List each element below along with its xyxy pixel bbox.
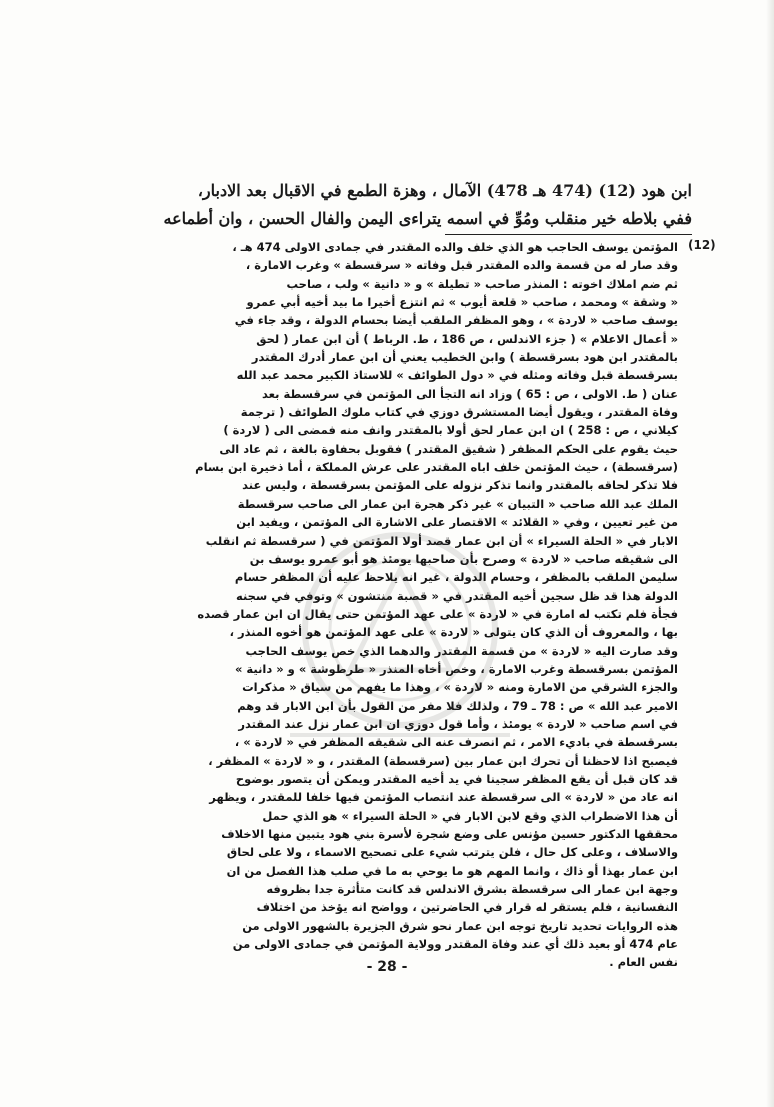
footnote-line: كيلاني ، ص : 258 ) ان ابن عمار لحق أولا بالمقتدر وانف منه فمضى الى ( لاردة ) bbox=[223, 423, 678, 438]
page-number: - 28 - bbox=[366, 959, 408, 975]
footnote-line: فيصبح اذا لاحظنا أن تحرك ابن عمار بين (سرقسطة) المقتدر ، و « لاردة » المظفر ، bbox=[208, 753, 678, 768]
footnote-line: وقد صار له من قسمة والده المقتدر قبل وفاته « سرقسطة » وغرب الامارة ، bbox=[245, 258, 678, 273]
footnote-line: ابن عمار بهذا أو ذاك ، وانما المهم هو ما يوحي به ما في صلب هذا الفصل من ان bbox=[226, 863, 678, 878]
scan-edge bbox=[766, 0, 774, 1107]
body-text bbox=[92, 177, 692, 233]
footnote-line: بالمقتدر ابن هود بسرقسطة ) وابن الخطيب يعني أن ابن عمار أدرك المقتدر bbox=[251, 350, 678, 365]
footnote-line: انه عاد من « لاردة » الى سرقسطة عند انتصاب المؤتمن فيها خلفا للمقتدر ، ويظهر bbox=[209, 790, 678, 805]
footnote-line: أن هذا الاضطراب الذي وقع لابن الابار في « الحلة السيراء » هو الذي حمل bbox=[262, 808, 678, 823]
footnote-line: الابار في « الحلة السيراء » أن ابن عمار قصد أولا المؤتمن في ( سرقسطة ثم انقلب bbox=[205, 533, 678, 548]
footnote-line: (سرقسطة) ، حيث المؤتمن خلف اباه المقتدر على عرش المملكة ، أما ذخيرة ابن بسام bbox=[195, 460, 678, 475]
footnote-line: النفسانية ، فلم يستقر له قرار في الحاضرتين ، وواضح انه يؤخذ من اختلاف bbox=[256, 900, 678, 915]
footnote-line: نفس العام . bbox=[609, 955, 678, 970]
footnote-line: قد كان قبل أن يقع المظفر سجينا في يد أخيه المقتدر ويمكن أن يتصور بوضوح bbox=[235, 771, 678, 786]
footnote-line: فجأة فلم تكتب له امارة في « لاردة » على عهد المؤتمن حتى يقال ان ابن عمار قصده bbox=[197, 606, 678, 621]
footnote-line: عام 474 أو بعيد ذلك أي عند وفاة المقتدر وولاية المؤتمن في جمادى الاولى من bbox=[232, 937, 678, 952]
footnote-line: محققها الدكتور حسين مؤنس على وضع شجرة لأسرة بني هود يتبين منها الاخلاف bbox=[221, 827, 678, 841]
footnote-line: الامير عبد الله » ص : 78 ـ 79 ، ولذلك فلا مفر من القول بأن ابن الابار قد وهم bbox=[237, 698, 678, 713]
footnote-line: في اسم صاحب « لاردة » يومئذ ، وأما قول دوزي ان ابن عمار نزل عند المقتدر bbox=[238, 716, 678, 731]
footnote-line: وقد صارت اليه « لاردة » من قسمة المقتدر والدهما الذي خص يوسف الحاجب bbox=[245, 643, 678, 658]
footnote-line: المؤتمن بسرقسطة وغرب الامارة ، وخص أخاه المنذر « طرطوشة » و « دانية » bbox=[234, 661, 678, 676]
footnote-line: الدولة هذا قد ظل سجين أخيه المقتدر في « قصبة منتشون » وتوفي في سجنه bbox=[235, 588, 678, 603]
footnote-line: بسرقسطة قبل وفاته ومثله في « دول الطوائف » للاستاذ الكبير محمد عبد الله bbox=[236, 368, 678, 383]
footnote-line: فلا تذكر لحاقه بالمقتدر وانما تذكر نزوله على المؤتمن بسرقسطة ، وليس عند bbox=[242, 478, 678, 493]
footnote-line: يوسف صاحب « لاردة » ، وهو المظفر الملقب أيضا بحسام الدولة ، وقد جاء في bbox=[234, 313, 678, 328]
footnote-line: حيث يقوم على الحكم المظفر ( شقيق المقتدر ) فقوبل بحفاوة بالغة ، ثم عاد الى bbox=[219, 441, 678, 456]
footnote-line: بها ، والمعروف أن الذي كان يتولى « لاردة » على عهد المؤتمن هو أخوه المنذر ، bbox=[229, 625, 678, 640]
footnote-line: وجهة ابن عمار الى سرقسطة بشرق الاندلس قد كانت متأثرة جدا بظروفه bbox=[266, 882, 678, 897]
footnote-line: المؤتمن يوسف الحاجب هو الذي خلف والده المقتدر في جمادى الاولى 474 هـ ، bbox=[232, 240, 678, 254]
footnote-line: الى شقيقه صاحب « لاردة » وصرح بأن صاحبها يومئذ هو أبو عمرو يوسف بن bbox=[249, 551, 678, 566]
body-line: ابن هود (12) (474 هـ 478) الآمال ، وهزة الطمع في الاقبال بعد الادبار، bbox=[197, 181, 692, 200]
footnote-line: « أعمال الاعلام » ( جزء الاندلس ، ص 186 ، ط. الرباط ) أن ابن عمار ( لحق bbox=[256, 331, 678, 346]
footnote-line: عنان ( ط. الاولى ، ص : 65 ) وزاد انه التجأ الى المؤتمن في سرقسطة بعد bbox=[262, 386, 678, 401]
footnote-line: ثم ضم املاك اخوته : المنذر صاحب « تطيلة » و « دانية » ولب ، صاحب bbox=[286, 276, 678, 291]
footnote-line: والجزء الشرقي من الامارة ومنه « لاردة » ، وهذا ما يفهم من سياق « مذكرات bbox=[242, 680, 678, 695]
footnote-line: والاسلاف ، وعلى كل حال ، فلن يترتب شيء على تصحيح الاسماء ، ولا على لحاق bbox=[226, 845, 678, 860]
body-line: ففي بلاطه خير منقلب ومُوِّ في اسمه يتراءى اليمن والفال الحسن ، وان أطماعه bbox=[163, 209, 692, 228]
footnote-line: بسرقسطة في باديء الامر ، ثم انصرف عنه الى شقيقه المظفر في « لاردة » ، bbox=[234, 735, 678, 750]
footnote-text bbox=[102, 238, 678, 972]
footnote-line: الملك عبد الله صاحب « التبيان » غير ذكر هجرة ابن عمار الى صاحب سرقسطة bbox=[237, 496, 678, 511]
footnote-number: (12) bbox=[688, 238, 716, 252]
footnote-line: « وشقة » ومحمد ، صاحب « قلعة أيوب » ثم انتزع أخيرا ما بيد أخيه أبي عمرو bbox=[246, 295, 678, 310]
footnote-line: سليمن الملقب بالمظفر ، وحسام الدولة ، غير انه يلاحظ عليه أن المظفر حسام bbox=[234, 570, 678, 585]
footnote-line: من غير تعيين ، وفي « القلائد » الاقتصار على الاشارة الى المؤتمن ، ويفيد ابن bbox=[236, 515, 678, 530]
footnote-line: وفاة المقتدر ، ويقول أيضا المستشرق دوزي في كتاب ملوك الطوائف ( ترجمة bbox=[240, 405, 678, 420]
footnote-line: هذه الروايات تحديد تاريخ توجه ابن عمار نحو شرق الجزيرة بالشهور الاولى من bbox=[242, 918, 678, 933]
footnote-separator bbox=[445, 234, 692, 235]
